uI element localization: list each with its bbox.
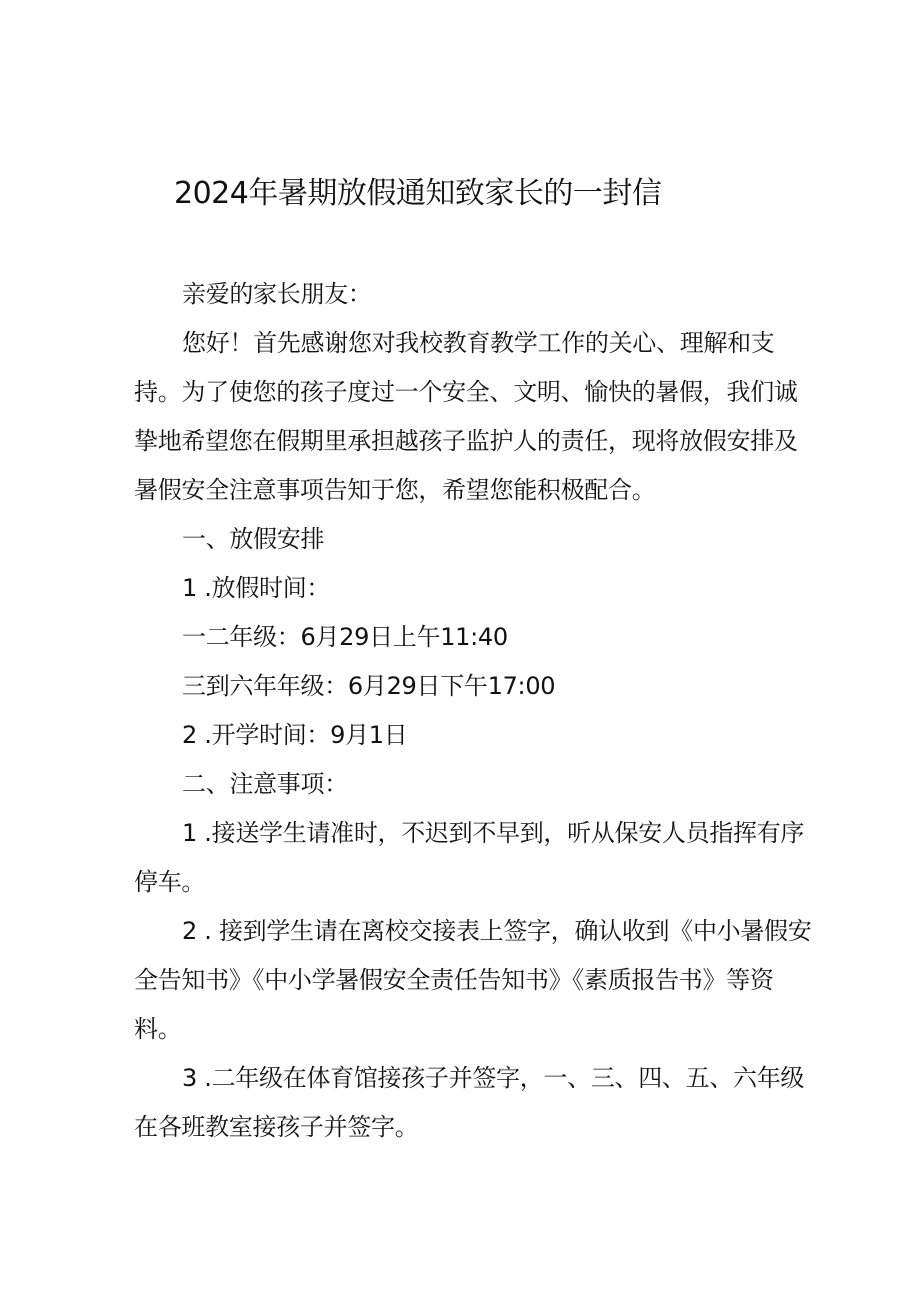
note-2-signature: 2 . 接到学生请在离校交接表上签字，确认收到《中小暑假安全告知书》《中小学暑假安全责任告知书》《素质报告书》等资料。: [134, 917, 812, 1043]
document-title: 2024年暑期放假通知致家长的一封信: [174, 176, 662, 211]
greeting: 亲爱的家长朋友：: [182, 280, 372, 308]
note-1-pickup: 1 .接送学生请准时，不迟到不早到，听从保安人员指挥有序停车。: [134, 819, 805, 896]
section-heading-schedule: 一、放假安排: [182, 525, 325, 553]
letter-body: [134, 270, 814, 1152]
item-vacation-time-heading: 1 .放假时间：: [182, 574, 331, 602]
grade-1-2-time: 一二年级：6月29日上午11:40: [182, 623, 508, 651]
grade-3-6-time: 三到六年年级：6月29日下午17:00: [182, 672, 556, 700]
note-3-location: 3 .二年级在体育馆接孩子并签字，一、三、四、五、六年级在各班教室接孩子并签字。: [134, 1064, 805, 1141]
intro-paragraph: 您好！首先感谢您对我校教育教学工作的关心、理解和支持。为了使您的孩子度过一个安全、文明、愉快的暑假，我们诚挚地希望您在假期里承担越孩子监护人的责任，现将放假安排及暑假安全注意事项告知于您，希望您能积极配合。: [134, 329, 798, 504]
school-start-time: 2 .开学时间：9月1日: [182, 721, 408, 749]
section-heading-notes: 二、注意事项：: [182, 770, 348, 798]
